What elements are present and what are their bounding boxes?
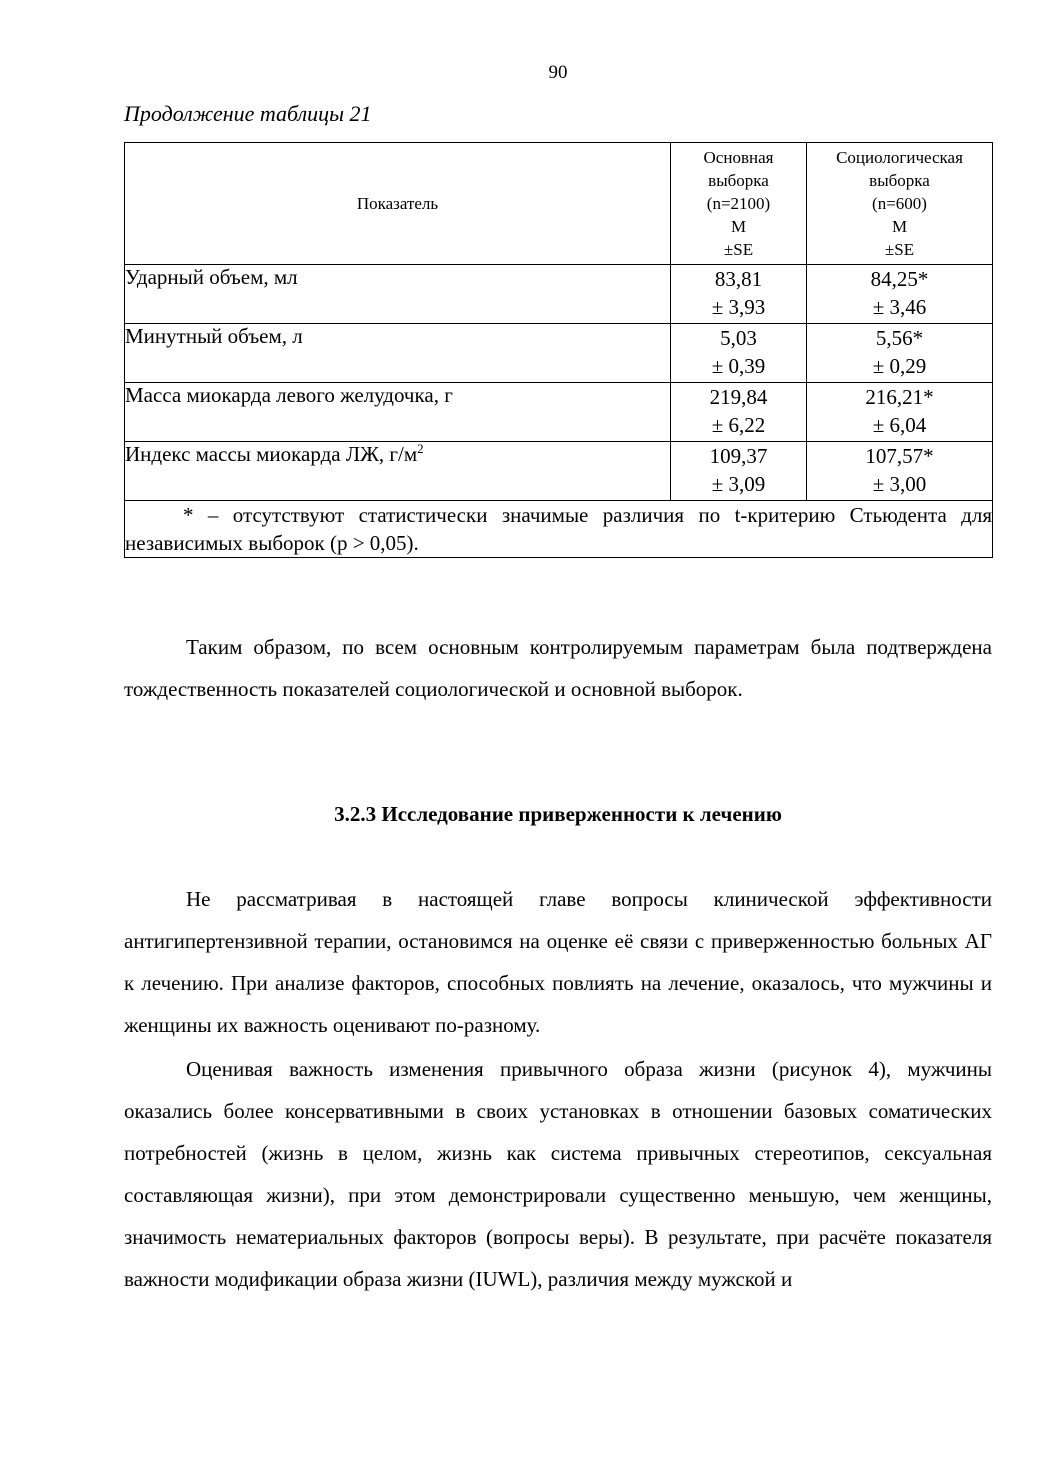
mean-value: 83,81 (714, 267, 763, 291)
value-socio (807, 265, 993, 324)
header-main-line: M (730, 217, 747, 236)
paragraph-text: Таким образом, по всем основным контролируемым параметрам была подтверждена тождественность показателей социологической и основной выборок. (124, 635, 992, 701)
table-note-text: * – отсутствуют статистически значимые различия по t-критерию Стьюдента для независимых выборок (p > 0,05). (125, 503, 992, 555)
header-socio-line: выборка (869, 171, 930, 190)
data-table (124, 142, 993, 558)
page-number: 90 (548, 62, 568, 83)
table-row (125, 383, 993, 442)
paragraph-text: Оценивая важность изменения привычного образа жизни (рисунок 4), мужчины оказались более консервативными в своих установках в отношении базовых соматических потребностей (жизнь в целом, жизнь как система привычных стереотипов, сексуальная составляющая жизни), при этом демонстрировали существенно меньшую, чем женщины, значимость нематериальных факторов (вопросы веры). В результате, при расчёте показателя важности модификации образа жизни (IUWL), различия между мужской и (124, 1057, 992, 1291)
mean-value: 84,25* (870, 267, 929, 291)
header-socio-line: (n=600) (872, 194, 927, 213)
header-main-line: Основная (703, 148, 774, 167)
row-label-text: Ударный объем, мл (125, 265, 298, 289)
header-socio-line: M (891, 217, 908, 236)
mean-value: 219,84 (709, 385, 768, 409)
paragraph (124, 878, 992, 1046)
row-label (125, 265, 671, 324)
value-main (671, 265, 807, 324)
header-main-line: ±SE (723, 240, 754, 259)
value-socio (807, 383, 993, 442)
header-main-line: (n=2100) (706, 194, 771, 213)
row-label (125, 383, 671, 442)
se-value: ± 6,04 (872, 413, 927, 437)
mean-value: 5,56* (875, 326, 924, 350)
header-sociological-sample (807, 143, 993, 265)
mean-value: 216,21* (865, 385, 934, 409)
header-main-line: выборка (708, 171, 769, 190)
mean-value: 5,03 (720, 326, 757, 350)
superscript: 2 (417, 441, 424, 456)
header-indicator: Показатель (125, 143, 671, 265)
se-value: ± 3,93 (711, 295, 766, 319)
table-note (125, 501, 993, 558)
section-heading: 3.2.3 Исследование приверженности к лечению (334, 802, 782, 826)
table-row (125, 324, 993, 383)
value-main (671, 383, 807, 442)
value-socio (807, 324, 993, 383)
paragraph (124, 626, 992, 710)
se-value: ± 0,29 (872, 354, 927, 378)
paragraph (124, 1048, 992, 1300)
se-value: ± 3,46 (872, 295, 927, 319)
value-socio (807, 442, 993, 501)
table-note-row (125, 501, 993, 558)
value-main (671, 442, 807, 501)
header-main-sample (671, 143, 807, 265)
mean-value: 109,37 (709, 444, 768, 468)
mean-value: 107,57* (865, 444, 934, 468)
table-row (125, 265, 993, 324)
paragraph-text: Не рассматривая в настоящей главе вопросы клинической эффективности антигипертензивной терапии, остановимся на оценке её связи с приверженностью больных АГ к лечению. При анализе факторов, способных повлиять на лечение, оказалось, что мужчины и женщины их важность оценивают по-разному. (124, 887, 992, 1037)
se-value: ± 3,09 (711, 472, 766, 496)
row-label-text: Масса миокарда левого желудочка, г (125, 383, 453, 407)
row-label-text: Индекс массы миокарда ЛЖ, г/м (125, 442, 418, 466)
table-row (125, 442, 993, 501)
row-label (125, 442, 671, 501)
value-main (671, 324, 807, 383)
se-value: ± 3,00 (872, 472, 927, 496)
table-header-row (125, 143, 993, 265)
header-socio-line: ±SE (884, 240, 915, 259)
header-socio-line: Социологическая (836, 148, 963, 167)
row-label (125, 324, 671, 383)
row-label-text: Минутный объем, л (125, 324, 303, 348)
se-value: ± 6,22 (711, 413, 766, 437)
table-caption: Продолжение таблицы 21 (124, 101, 372, 126)
se-value: ± 0,39 (711, 354, 766, 378)
